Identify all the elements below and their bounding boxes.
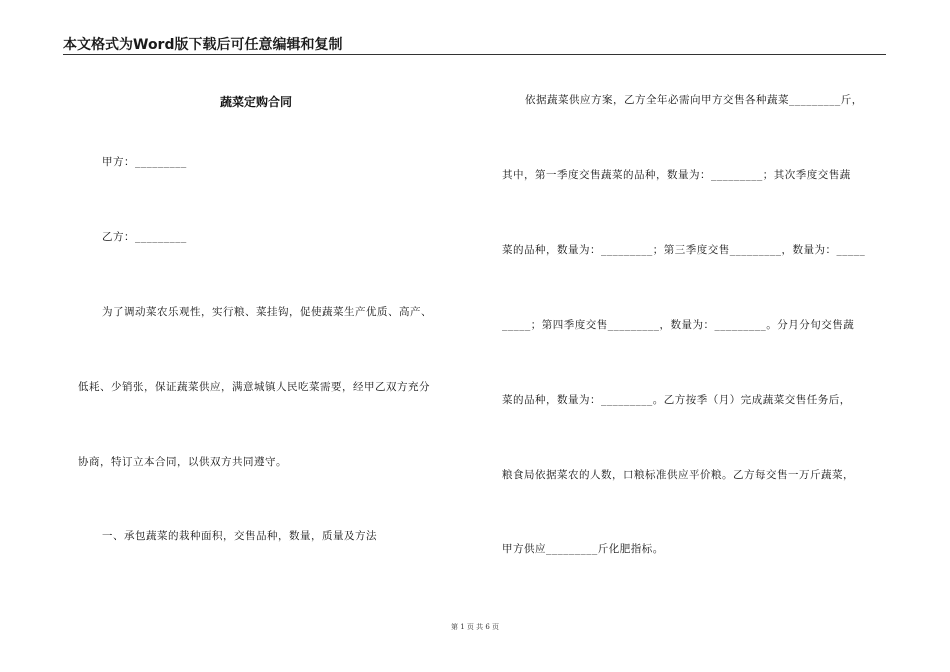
paragraph-line: 甲方：_________ [102, 156, 187, 168]
header-divider [63, 54, 886, 55]
paragraph-line: 协商，特订立本合同，以供双方共同遵守。 [78, 456, 287, 468]
paragraph-line: 菜的品种，数量为：_________。乙方按季（月）完成蔬菜交售任务后， [502, 394, 851, 406]
paragraph-line: 甲方供应_________斤化肥指标。 [502, 543, 664, 555]
paragraph-line: _____；第四季度交售_________，数量为：_________。分月分旬交售蔬 [502, 319, 855, 331]
paragraph-line: 其中，第一季度交售蔬菜的品种，数量为：_________；其次季度交售蔬 [502, 169, 851, 181]
page-title: 蔬菜定购合同 [220, 95, 293, 109]
paragraph-line: 粮食局依据菜农的人数，口粮标准供应平价粮。乙方每交售一万斤蔬菜， [502, 469, 854, 481]
section-heading: 一、承包蔬菜的栽种面积，交售品种，数量，质量及方法 [102, 530, 377, 542]
paragraph-line: 菜的品种，数量为：_________；第三季度交售_________，数量为：_____ [502, 244, 866, 256]
paragraph-line: 依据蔬菜供应方案，乙方全年必需向甲方交售各种蔬菜_________斤， [525, 94, 863, 106]
paragraph-line: 低耗、少销张，保证蔬菜供应，满意城镇人民吃菜需要，经甲乙双方充分 [78, 381, 430, 393]
paragraph-line: 为了调动菜农乐观性，实行粮、菜挂钩，促使蔬菜生产优质、高产、 [102, 306, 432, 318]
document-header: 本文格式为Word版下载后可任意编辑和复制 [63, 37, 343, 53]
paragraph-line: 乙方：_________ [102, 231, 187, 243]
page-number: 第 1 页 共 6 页 [450, 623, 500, 631]
